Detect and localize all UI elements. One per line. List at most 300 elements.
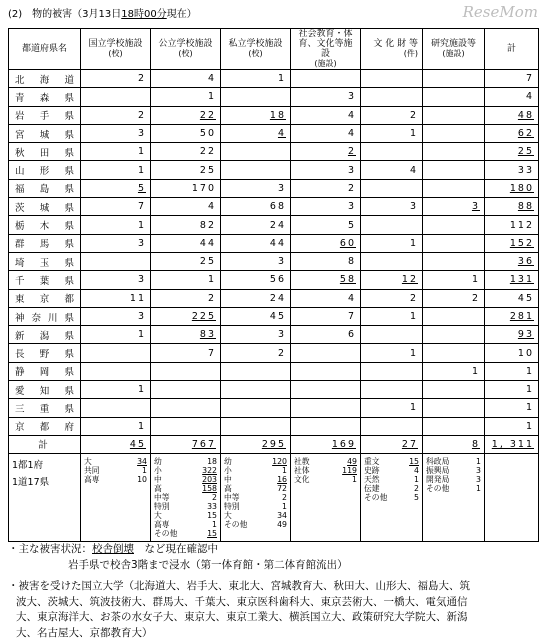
- breakdown-item-label: 振興局: [426, 466, 449, 475]
- table-cell: 1: [81, 381, 151, 399]
- table-cell: 3: [81, 124, 151, 142]
- table-cell: 1: [361, 344, 423, 362]
- breakdown-item-value: 120: [272, 457, 287, 466]
- table-cell: 1: [81, 161, 151, 179]
- table-cell: [423, 417, 485, 435]
- total-row: [9, 435, 539, 453]
- table-cell: 93: [485, 326, 539, 344]
- table-cell: [151, 399, 221, 417]
- breakdown-item-label: 特別: [154, 502, 170, 511]
- table-cell: 4: [485, 88, 539, 106]
- table-cell: [291, 344, 361, 362]
- table-cell: 1: [423, 271, 485, 289]
- table-cell: [221, 88, 291, 106]
- table-cell: [361, 216, 423, 234]
- table-cell: [221, 381, 291, 399]
- title-suffix: 現在）: [167, 9, 197, 20]
- prefecture-name: 長野県: [9, 344, 81, 362]
- table-cell: 5: [291, 216, 361, 234]
- breakdown-item-value: 15: [207, 511, 217, 520]
- breakdown-item-value: 119: [342, 466, 357, 475]
- prefecture-name: 神奈川県: [9, 307, 81, 325]
- table-cell: 3: [291, 198, 361, 216]
- table-cell: 1: [485, 381, 539, 399]
- table-row: [9, 198, 539, 216]
- table-cell: [423, 216, 485, 234]
- table-cell: 48: [485, 106, 539, 124]
- table-cell: [291, 381, 361, 399]
- table-cell: 10: [485, 344, 539, 362]
- table-cell: 2: [423, 289, 485, 307]
- table-cell: 4: [291, 289, 361, 307]
- breakdown-item: [294, 466, 357, 475]
- table-cell: 3: [221, 252, 291, 270]
- table-cell: 2: [291, 143, 361, 161]
- prefecture-name: 埼玉県: [9, 252, 81, 270]
- breakdown-item: [364, 493, 419, 502]
- table-row: [9, 252, 539, 270]
- breakdown-item-value: 15: [409, 457, 419, 466]
- total-cell: [485, 435, 539, 453]
- table-row: [9, 362, 539, 380]
- table-cell: [81, 88, 151, 106]
- table-cell: 281: [485, 307, 539, 325]
- note-univ-line-2: 波大、茨城大、筑波技術大、群馬大、千葉大、東京医科歯科大、東京芸術大、一橋大、電気通信: [8, 595, 538, 611]
- table-cell: 2: [291, 179, 361, 197]
- prefecture-name: 千葉県: [9, 271, 81, 289]
- resemom-logo: ReseMom: [463, 3, 538, 21]
- table-row: [9, 179, 539, 197]
- breakdown-item-value: 1: [282, 502, 287, 511]
- table-cell: 3: [291, 161, 361, 179]
- note-univ-line-3: 大、東京海洋大、お茶の水女子大、東京大、東京工業大、横浜国立大、政策研究大学院大、新潟: [8, 610, 538, 626]
- breakdown-item-label: 幼: [154, 457, 162, 466]
- note-univ-line-4: 大、名古屋大、京都教育大）: [8, 626, 538, 641]
- breakdown-item-label: 科政局: [426, 457, 449, 466]
- breakdown-national: [81, 453, 151, 541]
- table-cell: 3: [81, 234, 151, 252]
- table-cell: [221, 143, 291, 161]
- total-value: 767: [192, 439, 216, 450]
- column-header-label: 研究施設等: [431, 39, 476, 49]
- table-cell: [423, 124, 485, 142]
- table-body: [9, 70, 539, 542]
- breakdown-item-label: その他: [426, 484, 449, 493]
- breakdown-item-label: 大: [154, 511, 162, 520]
- total-value: 45: [130, 439, 146, 450]
- breakdown-item-label: 文化: [294, 475, 310, 484]
- table-cell: 45: [485, 289, 539, 307]
- table-cell: 2: [221, 344, 291, 362]
- header-row: [9, 29, 539, 70]
- table-cell: [221, 161, 291, 179]
- table-cell: 1: [485, 399, 539, 417]
- table-cell: 3: [361, 198, 423, 216]
- breakdown-item-label: 重文: [364, 457, 380, 466]
- breakdown-item: [224, 475, 287, 484]
- table-cell: 12: [361, 271, 423, 289]
- table-cell: 22: [151, 143, 221, 161]
- table-cell: 4: [361, 161, 423, 179]
- table-cell: 24: [221, 289, 291, 307]
- breakdown-item: [426, 475, 481, 484]
- column-header-5: [361, 29, 423, 70]
- breakdown-item-label: 小: [154, 466, 162, 475]
- prefecture-name: 東京都: [9, 289, 81, 307]
- breakdown-item-value: 158: [202, 484, 217, 493]
- table-row: [9, 70, 539, 88]
- breakdown-item: [426, 466, 481, 475]
- breakdown-item-label: 共同: [84, 466, 100, 475]
- table-row: [9, 106, 539, 124]
- note-main-prefix: ・主な被害状況：: [8, 543, 92, 555]
- table-cell: 60: [291, 234, 361, 252]
- breakdown-item-value: 34: [277, 511, 287, 520]
- breakdown-item: [154, 457, 217, 466]
- table-row: [9, 271, 539, 289]
- table-cell: 3: [221, 179, 291, 197]
- table-cell: 44: [151, 234, 221, 252]
- table-row: [9, 88, 539, 106]
- table-cell: 62: [485, 124, 539, 142]
- table-cell: 25: [485, 143, 539, 161]
- breakdown-item-value: 1: [414, 475, 419, 484]
- table-row: [9, 326, 539, 344]
- table-cell: 1: [361, 307, 423, 325]
- table-cell: 3: [423, 198, 485, 216]
- table-cell: 3: [81, 307, 151, 325]
- breakdown-count-line: 1道17県: [12, 474, 77, 491]
- breakdown-item-value: 1: [476, 457, 481, 466]
- table-cell: [361, 362, 423, 380]
- notes: [8, 542, 538, 641]
- table-row: [9, 307, 539, 325]
- table-cell: [361, 417, 423, 435]
- note-univ-line-1: ・被害を受けた国立大学（北海道大、岩手大、東北大、宮城教育大、秋田大、山形大、福島大、筑: [8, 579, 538, 595]
- table-cell: [81, 344, 151, 362]
- table-cell: 180: [485, 179, 539, 197]
- table-cell: 6: [291, 326, 361, 344]
- table-cell: 3: [221, 326, 291, 344]
- breakdown-item-label: 社体: [294, 466, 310, 475]
- table-cell: 7: [81, 198, 151, 216]
- total-cell: [423, 435, 485, 453]
- table-cell: 82: [151, 216, 221, 234]
- column-header-1: [81, 29, 151, 70]
- breakdown-item: [364, 484, 419, 493]
- table-cell: [221, 417, 291, 435]
- breakdown-item-value: 1: [142, 466, 147, 475]
- total-cell: [291, 435, 361, 453]
- total-value: 27: [402, 439, 418, 450]
- table-cell: 7: [291, 307, 361, 325]
- breakdown-item: [364, 475, 419, 484]
- table-cell: [423, 179, 485, 197]
- breakdown-item-label: 中: [224, 475, 232, 484]
- breakdown-research: [423, 453, 485, 541]
- breakdown-item-value: 10: [137, 475, 147, 484]
- prefecture-name: 北海道: [9, 70, 81, 88]
- breakdown-item-value: 49: [277, 520, 287, 529]
- table-cell: [151, 417, 221, 435]
- table-cell: 58: [291, 271, 361, 289]
- table-cell: 83: [151, 326, 221, 344]
- breakdown-item-value: 1: [282, 466, 287, 475]
- column-header-label: 公立学校施設: [158, 39, 212, 49]
- table-cell: 1: [423, 362, 485, 380]
- column-header-unit: (校): [225, 49, 286, 59]
- prefecture-name: 青森県: [9, 88, 81, 106]
- breakdown-social: [291, 453, 361, 541]
- table-cell: [361, 381, 423, 399]
- table-cell: 4: [151, 70, 221, 88]
- breakdown-item: [84, 457, 147, 466]
- breakdown-item-label: 大: [224, 511, 232, 520]
- table-cell: 4: [151, 198, 221, 216]
- table-cell: 152: [485, 234, 539, 252]
- breakdown-item-value: 34: [137, 457, 147, 466]
- prefecture-name: 静岡県: [9, 362, 81, 380]
- column-header-label: 社会教育・体育、文化等施設: [298, 29, 352, 59]
- breakdown-count-line: 1都1府: [12, 457, 77, 474]
- total-cell: [81, 435, 151, 453]
- column-header-4: [291, 29, 361, 70]
- table-cell: [423, 143, 485, 161]
- table-cell: [221, 362, 291, 380]
- breakdown-item-label: 中: [154, 475, 162, 484]
- breakdown-item-label: その他: [224, 520, 247, 529]
- total-value: 295: [262, 439, 286, 450]
- table-cell: 88: [485, 198, 539, 216]
- table-cell: 7: [485, 70, 539, 88]
- total-cell: [151, 435, 221, 453]
- breakdown-item-value: 3: [476, 466, 481, 475]
- column-header-unit: (件): [365, 49, 418, 59]
- column-header-unit: (施設): [427, 49, 480, 59]
- breakdown-item: [154, 466, 217, 475]
- table-cell: [81, 399, 151, 417]
- breakdown-item: [224, 493, 287, 502]
- table-cell: 1: [81, 417, 151, 435]
- breakdown-item: [224, 466, 287, 475]
- title-time: 18時00分: [121, 9, 166, 20]
- breakdown-item: [154, 511, 217, 520]
- table-cell: 8: [291, 252, 361, 270]
- total-cell: [361, 435, 423, 453]
- table-cell: [361, 143, 423, 161]
- breakdown-item-label: 中等: [224, 493, 240, 502]
- table-cell: 2: [81, 70, 151, 88]
- breakdown-public: [151, 453, 221, 541]
- damage-table: [8, 28, 539, 542]
- breakdown-item: [154, 475, 217, 484]
- table-cell: 2: [361, 106, 423, 124]
- breakdown-item-label: 幼: [224, 457, 232, 466]
- table-cell: 68: [221, 198, 291, 216]
- table-cell: [423, 381, 485, 399]
- table-cell: [423, 399, 485, 417]
- breakdown-item-value: 33: [207, 502, 217, 511]
- table-cell: 1: [361, 124, 423, 142]
- table-row: [9, 381, 539, 399]
- prefecture-name: 愛知県: [9, 381, 81, 399]
- breakdown-item: [154, 484, 217, 493]
- breakdown-item-value: 3: [476, 475, 481, 484]
- table-cell: 131: [485, 271, 539, 289]
- breakdown-item-value: 5: [414, 493, 419, 502]
- note-main-damage: [8, 542, 538, 558]
- breakdown-item: [224, 511, 287, 520]
- table-cell: 3: [291, 88, 361, 106]
- column-header-unit: (校): [155, 49, 216, 59]
- prefecture-name: 宮城県: [9, 124, 81, 142]
- table-cell: 1: [151, 271, 221, 289]
- column-header-6: [423, 29, 485, 70]
- breakdown-item-label: 社教: [294, 457, 310, 466]
- column-header-label: 都道府県名: [22, 44, 67, 54]
- table-cell: [423, 161, 485, 179]
- breakdown-item-label: 伝建: [364, 484, 380, 493]
- table-row: [9, 289, 539, 307]
- table-cell: [361, 326, 423, 344]
- table-cell: [221, 399, 291, 417]
- table-cell: 4: [221, 124, 291, 142]
- breakdown-item: [224, 484, 287, 493]
- breakdown-item-value: 203: [202, 475, 217, 484]
- table-cell: [291, 362, 361, 380]
- table-cell: 1: [81, 143, 151, 161]
- table-cell: [423, 70, 485, 88]
- breakdown-item: [224, 457, 287, 466]
- table-cell: 25: [151, 252, 221, 270]
- breakdown-item-value: 1: [352, 475, 357, 484]
- breakdown-item: [224, 520, 287, 529]
- breakdown-item-value: 2: [282, 493, 287, 502]
- breakdown-item-label: 開発局: [426, 475, 449, 484]
- table-cell: [151, 381, 221, 399]
- table-cell: 1: [81, 216, 151, 234]
- prefecture-name: 秋田県: [9, 143, 81, 161]
- prefecture-name: 山形県: [9, 161, 81, 179]
- table-cell: [423, 326, 485, 344]
- breakdown-item: [154, 502, 217, 511]
- breakdown-item-value: 18: [207, 457, 217, 466]
- table-cell: [291, 417, 361, 435]
- breakdown-item: [364, 457, 419, 466]
- breakdown-private: [221, 453, 291, 541]
- breakdown-item: [364, 466, 419, 475]
- column-header-7: [485, 29, 539, 70]
- table-row: [9, 417, 539, 435]
- table-cell: 5: [81, 179, 151, 197]
- breakdown-item-label: 中等: [154, 493, 170, 502]
- breakdown-item-value: 72: [277, 484, 287, 493]
- table-cell: 1: [81, 326, 151, 344]
- table-cell: 2: [81, 106, 151, 124]
- table-cell: [423, 234, 485, 252]
- table-cell: 44: [221, 234, 291, 252]
- prefecture-name: 栃木県: [9, 216, 81, 234]
- table-cell: 2: [151, 289, 221, 307]
- breakdown-item: [154, 520, 217, 529]
- table-cell: 4: [291, 124, 361, 142]
- table-row: [9, 234, 539, 252]
- breakdown-item-label: 天然: [364, 475, 380, 484]
- prefecture-name: 新潟県: [9, 326, 81, 344]
- table-cell: [423, 252, 485, 270]
- table-cell: 4: [291, 106, 361, 124]
- table-cell: 56: [221, 271, 291, 289]
- table-cell: 1: [151, 88, 221, 106]
- table-cell: 1: [361, 234, 423, 252]
- table-cell: 45: [221, 307, 291, 325]
- table-cell: [151, 362, 221, 380]
- column-header-label: 国立学校施設: [88, 39, 142, 49]
- column-header-0: [9, 29, 81, 70]
- breakdown-item-label: 高専: [154, 520, 170, 529]
- table-cell: [291, 70, 361, 88]
- table-cell: 225: [151, 307, 221, 325]
- table-cell: 1: [221, 70, 291, 88]
- total-value: 1, 311: [492, 439, 534, 450]
- note-main-underlined: 校舎倒壊: [92, 543, 134, 555]
- column-header-3: [221, 29, 291, 70]
- table-cell: [81, 252, 151, 270]
- prefecture-name: 群馬県: [9, 234, 81, 252]
- breakdown-item-value: 16: [277, 475, 287, 484]
- table-cell: [361, 88, 423, 106]
- table-cell: [361, 252, 423, 270]
- table-cell: [361, 70, 423, 88]
- breakdown-item-label: 高専: [84, 475, 100, 484]
- column-header-unit: (施設): [295, 59, 356, 69]
- table-cell: 7: [151, 344, 221, 362]
- table-cell: 25: [151, 161, 221, 179]
- table-cell: 3: [81, 271, 151, 289]
- total-label: 計: [9, 435, 81, 453]
- table-cell: [81, 362, 151, 380]
- prefecture-name: 福島県: [9, 179, 81, 197]
- breakdown-item: [294, 475, 357, 484]
- table-cell: [291, 399, 361, 417]
- breakdown-item-label: 史跡: [364, 466, 380, 475]
- breakdown-item: [426, 457, 481, 466]
- table-cell: 1: [485, 417, 539, 435]
- breakdown-item-label: 高: [224, 484, 232, 493]
- total-value: 8: [472, 439, 480, 450]
- breakdown-cultural: [361, 453, 423, 541]
- prefecture-name: 岩手県: [9, 106, 81, 124]
- table-cell: [423, 106, 485, 124]
- table-cell: [423, 307, 485, 325]
- total-value: 169: [332, 439, 356, 450]
- breakdown-item: [84, 475, 147, 484]
- table-row: [9, 124, 539, 142]
- note-main-detail: 岩手県で校舎3階まで浸水（第一体育館・第二体育館流出）: [8, 558, 538, 574]
- table-cell: [361, 179, 423, 197]
- table-row: [9, 161, 539, 179]
- total-cell: [221, 435, 291, 453]
- table-cell: 22: [151, 106, 221, 124]
- table-cell: [423, 88, 485, 106]
- breakdown-item-value: 322: [202, 466, 217, 475]
- table-cell: 18: [221, 106, 291, 124]
- note-main-suffix: など現在確認中: [134, 543, 218, 555]
- breakdown-item-value: 4: [414, 466, 419, 475]
- table-row: [9, 216, 539, 234]
- table-cell: 2: [361, 289, 423, 307]
- section-title: [8, 5, 197, 20]
